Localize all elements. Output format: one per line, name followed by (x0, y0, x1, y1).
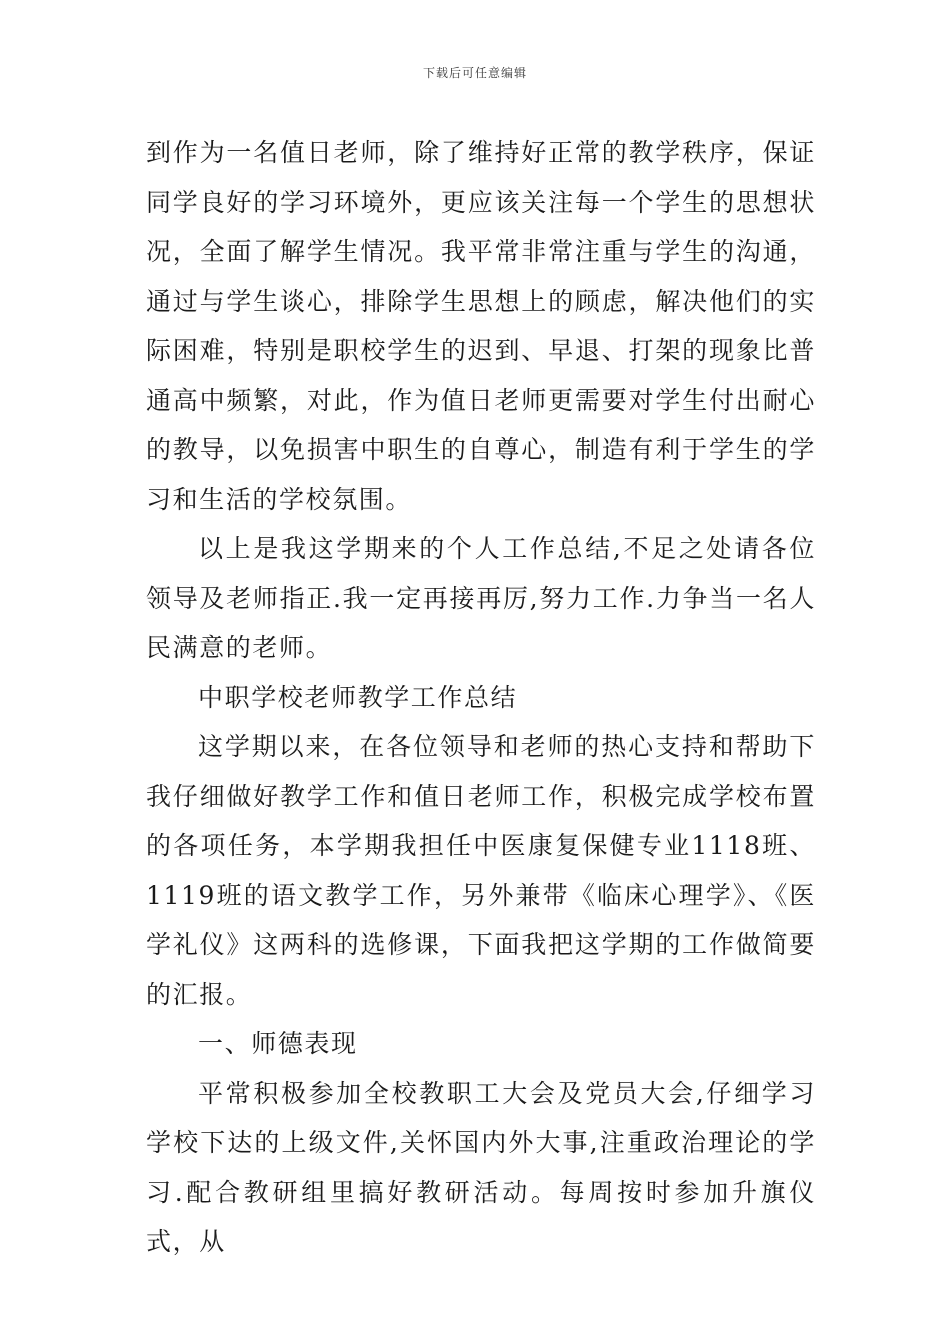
document-body (146, 128, 816, 1267)
page-header: 下载后可任意编辑 (422, 66, 527, 80)
paragraph-duty-teacher: 到作为一名值日老师，除了维持好正常的教学秩序，保证同学良好的学习环境外，更应该关注每一个学生的思想状况，全面了解学生情况。我平常非常注重与学生的沟通，通过与学生谈心，排除学生思想上的顾虑，解决他们的实际困难，特别是职校学生的迟到、早退、打架的现象比普通高中频繁，对此，作为值日老师更需要对学生付出耐心的教导，以免损害中职生的自尊心，制造有利于学生的学习和生活的学校氛围。 (146, 138, 816, 514)
section-heading-ethics: 一、师德表现 (198, 1029, 358, 1058)
paragraph-introduction: 这学期以来，在各位领导和老师的热心支持和帮助下我仔细做好教学工作和值日老师工作，积极完成学校布置的各项任务，本学期我担任中医康复保健专业1118班、1119班的语文教学工作，另外兼带《临床心理学》、《医学礼仪》这两科的选修课，下面我把这学期的工作做简要的汇报。 (146, 732, 816, 1009)
paragraph-closing-remarks: 以上是我这学期来的个人工作总结,不足之处请各位领导及老师指正.我一定再接再厉,努力工作.力争当一名人民满意的老师。 (146, 534, 816, 662)
section-title: 中职学校老师教学工作总结 (198, 682, 518, 712)
paragraph-ethics: 平常积极参加全校教职工大会及党员大会,仔细学习学校下达的上级文件,关怀国内外大事,注重政治理论的学习.配合教研组里搞好教研活动。每周按时参加升旗仪式，从 (146, 1078, 816, 1256)
